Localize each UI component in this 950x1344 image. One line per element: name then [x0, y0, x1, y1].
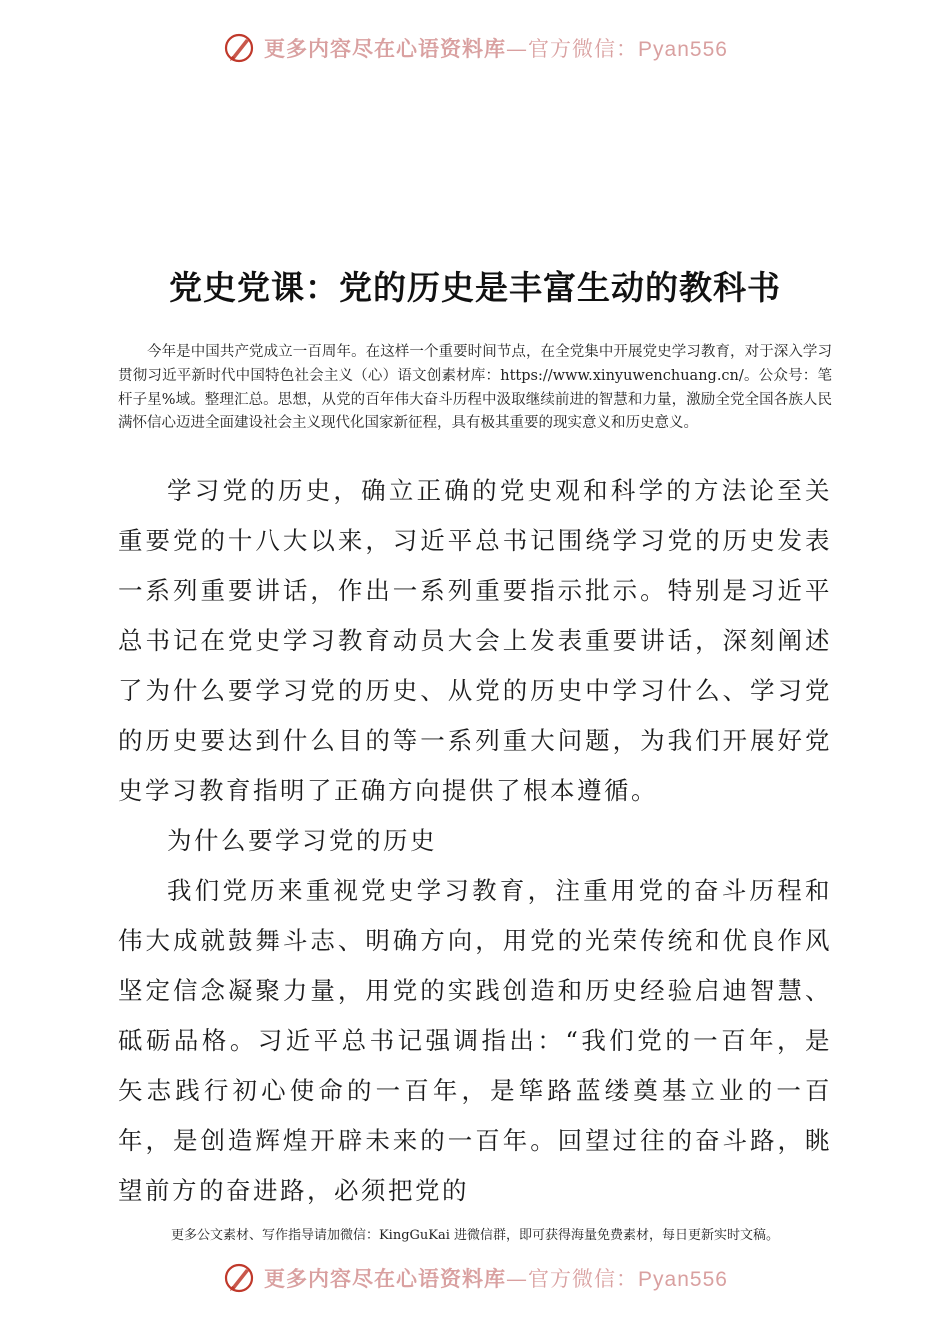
document-title: 党史党课：党的历史是丰富生动的教科书 [169, 268, 781, 307]
document-body [118, 466, 832, 1216]
section-heading: 为什么要学习党的历史 [167, 826, 437, 855]
pen-logo-icon [222, 1261, 256, 1295]
body-paragraph: 学习党的历史，确立正确的党史观和科学的方法论至关重要党的十八大以来，习近平总书记围绕学习党的历史发表一系列重要讲话，作出一系列重要指示批示。特别是习近平总书记在党史学习教育动员大会上发表重要讲话，深刻阐述了为什么要学习党的历史、从党的历史中学习什么、学习党的历史要达到什么目的等一系列重大问题，为我们开展好党史学习教育指明了正确方向提供了根本遵循。 [118, 476, 832, 805]
watermark-text: 更多内容尽在心语资料库—官方微信：Pyan556 [264, 1266, 728, 1291]
body-paragraph: 我们党历来重视党史学习教育，注重用党的奋斗历程和伟大成就鼓舞斗志、明确方向，用党的光荣传统和优良作风坚定信念凝聚力量，用党的实践创造和历史经验启迪智慧、砥砺品格。习近平总书记强调指出：“我们党的一百年，是矢志践行初心使命的一百年，是筚路蓝缕奠基立业的一百年，是创造辉煌开辟未来的一百年。回望过往的奋斗路，眺望前方的奋进路，必须把党的 [118, 876, 832, 1205]
footer-note: 更多公文素材、写作指导请加微信：KingGuKai 进微信群，即可获得海量免费素材，每日更新实时文稿。 [170, 1228, 780, 1243]
watermark-text: 更多内容尽在心语资料库—官方微信：Pyan556 [264, 36, 728, 61]
abstract-text: 今年是中国共产党成立一百周年。在这样一个重要时间节点，在全党集中开展党史学习教育，对于深入学习贯彻习近平新时代中国特色社会主义（心）语文创素材库：https://www.xinyuwenchuang.cn/。公众号：笔杆子星%域。整理汇总。思想，从党的百年伟大奋斗历程中汲取继续前进的智慧和力量，激励全党全国各族人民满怀信心迈进全面建设社会主义现代化国家新征程，具有极其重要的现实意义和历史意义。 [118, 344, 832, 432]
footer-watermark [0, 1258, 950, 1298]
pen-logo-icon [222, 31, 256, 65]
header-watermark [0, 28, 950, 68]
document-abstract [118, 341, 832, 436]
